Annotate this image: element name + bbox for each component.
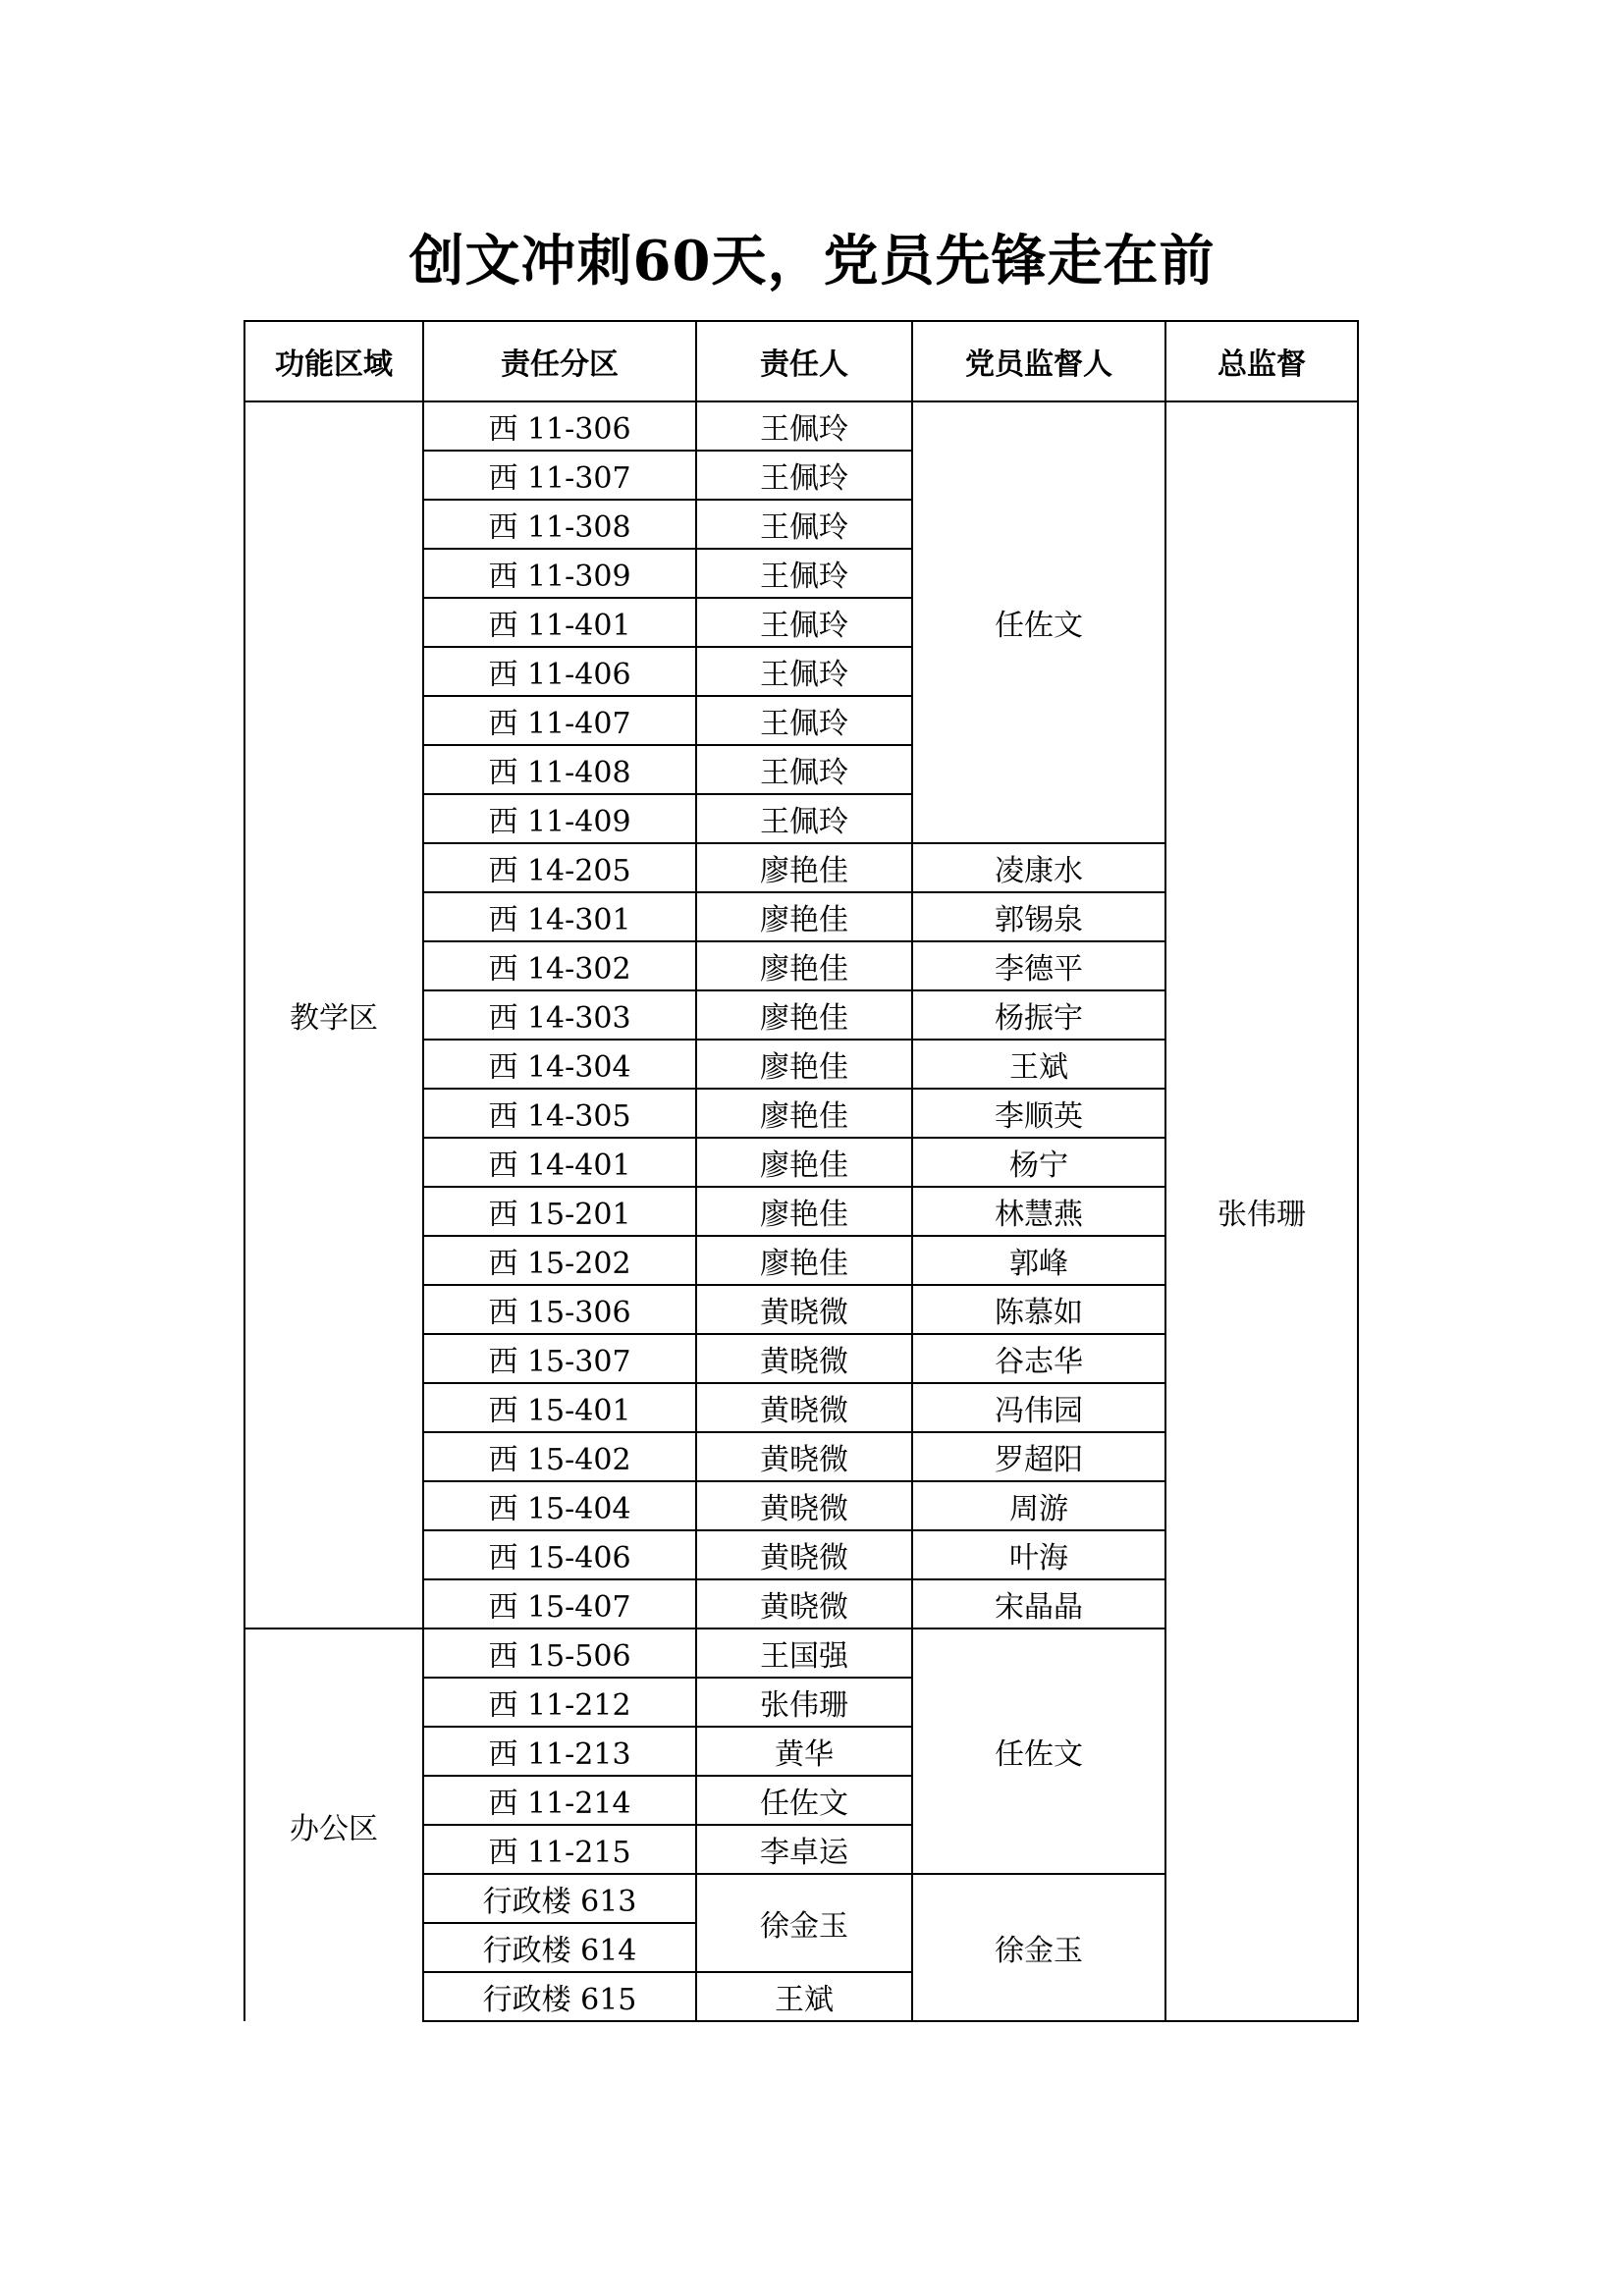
duty-table xyxy=(244,320,1359,2022)
area-cell: 西 11-215 xyxy=(423,1825,696,1874)
area-cell: 西 14-301 xyxy=(423,892,696,941)
supervisor-cell: 郭锡泉 xyxy=(912,892,1165,941)
supervisor-cell: 任佐文 xyxy=(912,1629,1165,1874)
supervisor-cell: 杨振宇 xyxy=(912,990,1165,1040)
table-row xyxy=(244,401,1358,451)
area-cell: 西 11-212 xyxy=(423,1678,696,1727)
supervisor-cell: 李德平 xyxy=(912,941,1165,990)
area-cell: 西 14-401 xyxy=(423,1138,696,1187)
supervisor-cell: 罗超阳 xyxy=(912,1432,1165,1481)
page-title: 创文冲刺60天，党员先锋走在前 xyxy=(408,229,1216,294)
person-cell: 廖艳佳 xyxy=(696,892,912,941)
person-cell: 黄晓微 xyxy=(696,1285,912,1334)
area-cell: 西 15-306 xyxy=(423,1285,696,1334)
header-person: 责任人 xyxy=(696,321,912,401)
area-cell: 西 15-407 xyxy=(423,1579,696,1629)
person-cell: 黄晓微 xyxy=(696,1579,912,1629)
person-cell: 黄晓微 xyxy=(696,1481,912,1530)
person-cell: 任佐文 xyxy=(696,1776,912,1825)
zone-office: 办公区 xyxy=(244,1629,423,2021)
person-cell: 黄晓微 xyxy=(696,1432,912,1481)
person-cell: 王佩玲 xyxy=(696,647,912,696)
header-supervisor: 党员监督人 xyxy=(912,321,1165,401)
area-cell: 西 11-408 xyxy=(423,745,696,794)
supervisor-cell: 林慧燕 xyxy=(912,1187,1165,1236)
person-cell: 廖艳佳 xyxy=(696,843,912,892)
person-cell: 廖艳佳 xyxy=(696,1187,912,1236)
supervisor-cell: 郭峰 xyxy=(912,1236,1165,1285)
area-cell: 西 11-406 xyxy=(423,647,696,696)
person-cell: 李卓运 xyxy=(696,1825,912,1874)
supervisor-cell: 任佐文 xyxy=(912,401,1165,843)
area-cell: 西 14-303 xyxy=(423,990,696,1040)
area-cell: 西 11-306 xyxy=(423,401,696,451)
person-cell: 王佩玲 xyxy=(696,549,912,598)
person-cell: 王佩玲 xyxy=(696,794,912,843)
area-cell: 西 11-409 xyxy=(423,794,696,843)
area-cell: 西 15-402 xyxy=(423,1432,696,1481)
area-cell: 西 14-205 xyxy=(423,843,696,892)
chief-supervisor-cell: 张伟珊 xyxy=(1165,401,1358,2021)
person-cell: 黄晓微 xyxy=(696,1383,912,1432)
header-zone: 功能区域 xyxy=(244,321,423,401)
area-cell: 西 11-407 xyxy=(423,696,696,745)
supervisor-cell: 谷志华 xyxy=(912,1334,1165,1383)
supervisor-cell: 徐金玉 xyxy=(912,1874,1165,2021)
header-area: 责任分区 xyxy=(423,321,696,401)
supervisor-cell: 杨宁 xyxy=(912,1138,1165,1187)
person-cell: 王佩玲 xyxy=(696,745,912,794)
person-cell: 黄晓微 xyxy=(696,1530,912,1579)
header-row xyxy=(244,321,1358,401)
person-cell: 张伟珊 xyxy=(696,1678,912,1727)
area-cell: 西 11-308 xyxy=(423,500,696,549)
person-cell: 黄晓微 xyxy=(696,1334,912,1383)
area-cell: 西 14-304 xyxy=(423,1040,696,1089)
person-cell: 王佩玲 xyxy=(696,500,912,549)
supervisor-cell: 陈慕如 xyxy=(912,1285,1165,1334)
area-cell: 行政楼 614 xyxy=(423,1923,696,1972)
area-cell: 西 11-401 xyxy=(423,598,696,647)
supervisor-cell: 宋晶晶 xyxy=(912,1579,1165,1629)
area-cell: 西 15-307 xyxy=(423,1334,696,1383)
person-cell: 廖艳佳 xyxy=(696,1138,912,1187)
area-cell: 西 11-214 xyxy=(423,1776,696,1825)
person-cell: 黄华 xyxy=(696,1727,912,1776)
area-cell: 西 15-406 xyxy=(423,1530,696,1579)
supervisor-cell: 李顺英 xyxy=(912,1089,1165,1138)
supervisor-cell: 凌康水 xyxy=(912,843,1165,892)
supervisor-cell: 叶海 xyxy=(912,1530,1165,1579)
zone-teaching: 教学区 xyxy=(244,401,423,1629)
person-cell: 廖艳佳 xyxy=(696,1236,912,1285)
area-cell: 西 11-213 xyxy=(423,1727,696,1776)
supervisor-cell: 王斌 xyxy=(912,1040,1165,1089)
area-cell: 西 14-305 xyxy=(423,1089,696,1138)
person-cell: 王佩玲 xyxy=(696,451,912,500)
supervisor-cell: 周游 xyxy=(912,1481,1165,1530)
area-cell: 西 15-506 xyxy=(423,1629,696,1678)
person-cell: 王佩玲 xyxy=(696,696,912,745)
person-cell: 徐金玉 xyxy=(696,1874,912,1972)
person-cell: 廖艳佳 xyxy=(696,1040,912,1089)
supervisor-cell: 冯伟园 xyxy=(912,1383,1165,1432)
person-cell: 王斌 xyxy=(696,1972,912,2021)
person-cell: 王佩玲 xyxy=(696,401,912,451)
area-cell: 西 15-201 xyxy=(423,1187,696,1236)
area-cell: 行政楼 613 xyxy=(423,1874,696,1923)
person-cell: 廖艳佳 xyxy=(696,1089,912,1138)
header-chief-supervisor: 总监督 xyxy=(1165,321,1358,401)
person-cell: 廖艳佳 xyxy=(696,941,912,990)
area-cell: 西 15-202 xyxy=(423,1236,696,1285)
area-cell: 西 15-401 xyxy=(423,1383,696,1432)
area-cell: 行政楼 615 xyxy=(423,1972,696,2021)
area-cell: 西 11-309 xyxy=(423,549,696,598)
person-cell: 王佩玲 xyxy=(696,598,912,647)
person-cell: 王国强 xyxy=(696,1629,912,1678)
area-cell: 西 15-404 xyxy=(423,1481,696,1530)
person-cell: 廖艳佳 xyxy=(696,990,912,1040)
area-cell: 西 14-302 xyxy=(423,941,696,990)
area-cell: 西 11-307 xyxy=(423,451,696,500)
